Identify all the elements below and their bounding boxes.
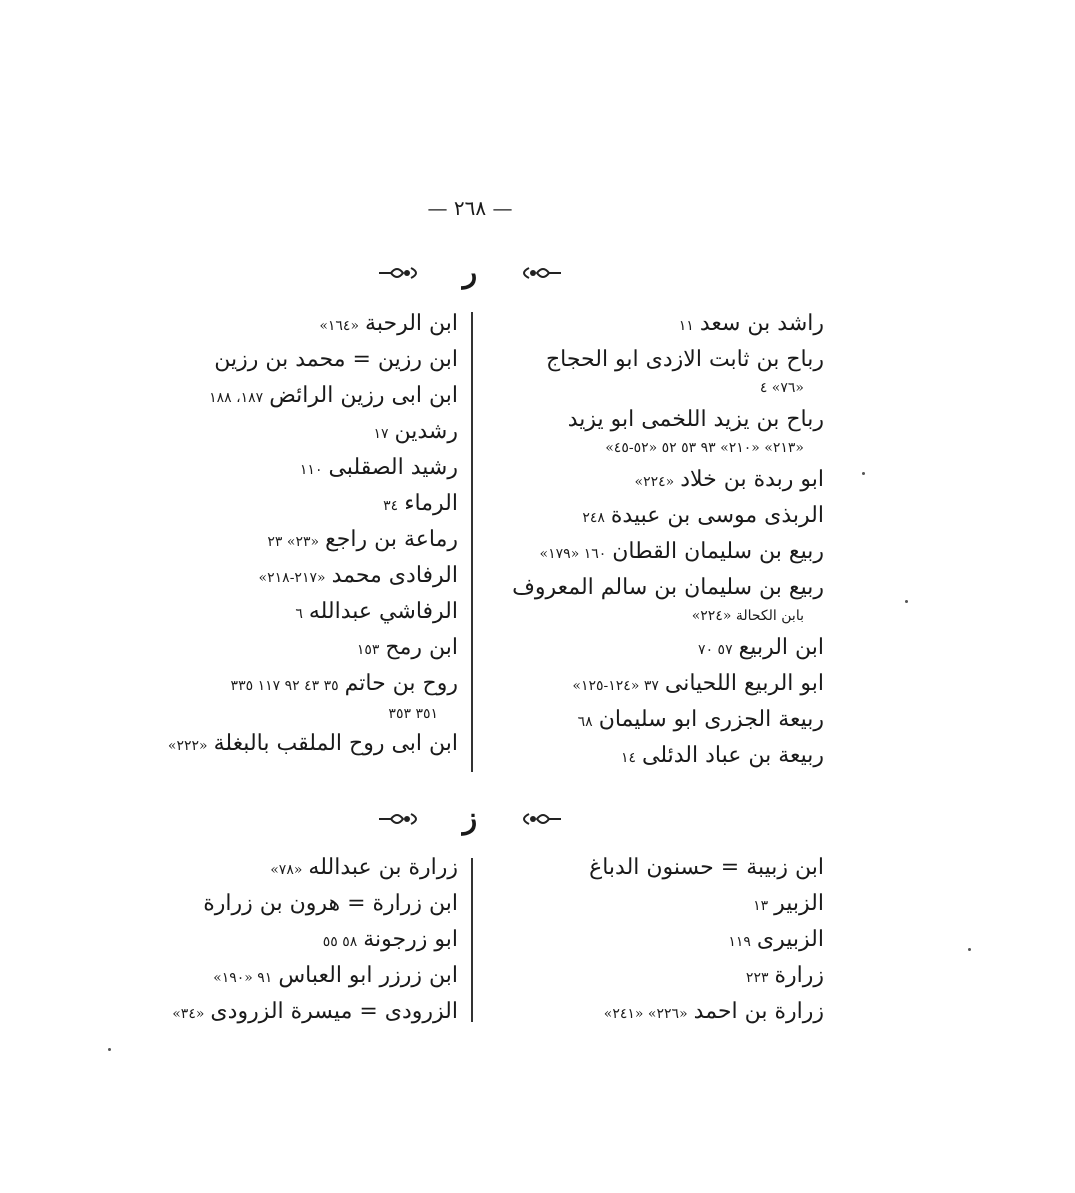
index-entry: ابن الربيع٥٧ ٧٠ bbox=[698, 635, 824, 660]
section-heading-zay bbox=[370, 801, 570, 836]
index-entry: الرماء٣٤ bbox=[383, 491, 458, 516]
ornament-left-icon bbox=[377, 264, 423, 282]
section-heading-ra bbox=[370, 255, 570, 290]
index-entry: الزرودى = ميسرة الزرودى«٣٤» bbox=[172, 999, 458, 1024]
index-entry: زرارة بن عبدالله«٧٨» bbox=[270, 855, 458, 880]
index-entry: راشد بن سعد١١ bbox=[678, 311, 824, 336]
index-entry: ربيعة بن عباد الدئلى١٤ bbox=[620, 743, 824, 768]
index-entry: ابن الرحبة«١٦٤» bbox=[319, 311, 458, 336]
page-number: — ٢٦٨ — bbox=[427, 196, 513, 220]
section-ra-left-column bbox=[112, 306, 458, 762]
section-letter: ر bbox=[462, 255, 478, 290]
index-entry: رشيد الصقلبى١١٠ bbox=[299, 455, 458, 480]
section-letter: ز bbox=[462, 801, 478, 836]
index-entry: رشدين١٧ bbox=[373, 419, 458, 444]
section-ra-right-column bbox=[482, 306, 824, 774]
index-entry: الرفاشي عبدالله٦ bbox=[295, 599, 458, 624]
index-entry: رباح بن ثابت الازدى ابو الحجاج «٧٦» ٤ bbox=[545, 347, 824, 396]
index-entry: زرارة٢٢٣ bbox=[745, 963, 824, 988]
scan-speck bbox=[862, 472, 865, 475]
ornament-left-icon bbox=[377, 810, 423, 828]
index-entry: ربيعة الجزرى ابو سليمان٦٨ bbox=[577, 707, 824, 732]
index-entry: الزبير١٣ bbox=[753, 891, 824, 916]
index-entry: روح بن حاتم٣٥ ٤٣ ٩٢ ١١٧ ٣٣٥ ٣٥١ ٣٥٣ bbox=[230, 671, 458, 722]
section-zay-left-column bbox=[112, 850, 458, 1030]
scan-speck bbox=[108, 1048, 111, 1051]
index-entry: ربيع بن سليمان بن سالم المعروف بابن الكحالة «٢٢٤» bbox=[512, 575, 824, 624]
scan-speck bbox=[968, 948, 971, 951]
index-entry: ابو الربيع اللحيانى٣٧ «١٢٤-١٢٥» bbox=[572, 671, 824, 696]
index-entry: الربذى موسى بن عبيدة٢٤٨ bbox=[582, 503, 824, 528]
index-entry: رماعة بن راجع«٢٣» ٢٣ bbox=[267, 527, 458, 552]
index-entry: ربيع بن سليمان القطان١٦٠ «١٧٩» bbox=[539, 539, 824, 564]
index-entry: ابن زبيبة = حسنون الدباغ bbox=[589, 855, 824, 880]
index-entry: ابن ابى رزين الرائض١٨٧، ١٨٨ bbox=[209, 383, 458, 408]
index-entry: ابن زرارة = هرون بن زرارة bbox=[203, 891, 458, 916]
index-entry: ابو زرجونة٥٨ ٥٥ bbox=[322, 927, 458, 952]
column-divider bbox=[471, 858, 473, 1022]
index-entry: رباح بن يزيد اللخمى ابو يزيد «٢١٣» «٢١٠» ٩٣ ٥٣ ٥٢ «٥٢-٤٥» bbox=[567, 407, 824, 456]
ornament-right-icon bbox=[517, 810, 563, 828]
section-zay-right-column bbox=[482, 850, 824, 1030]
index-entry: ابن ابى روح الملقب بالبغلة«٢٢٢» bbox=[167, 731, 458, 756]
index-entry: زرارة بن احمد«٢٢٦» «٢٤١» bbox=[603, 999, 824, 1024]
index-entry: ابن رزين = محمد بن رزين bbox=[214, 347, 458, 372]
index-entry: ابو ربدة بن خلاد«٢٢٤» bbox=[634, 467, 824, 492]
index-entry: ابن زرزر ابو العباس٩١ «١٩٠» bbox=[213, 963, 458, 988]
scan-speck bbox=[905, 600, 908, 603]
column-divider bbox=[471, 312, 473, 772]
index-entry: ابن رمح١٥٣ bbox=[356, 635, 458, 660]
ornament-right-icon bbox=[517, 264, 563, 282]
index-entry: الزبيرى١١٩ bbox=[728, 927, 824, 952]
index-entry: الرفادى محمد«٢١٧-٢١٨» bbox=[258, 563, 458, 588]
